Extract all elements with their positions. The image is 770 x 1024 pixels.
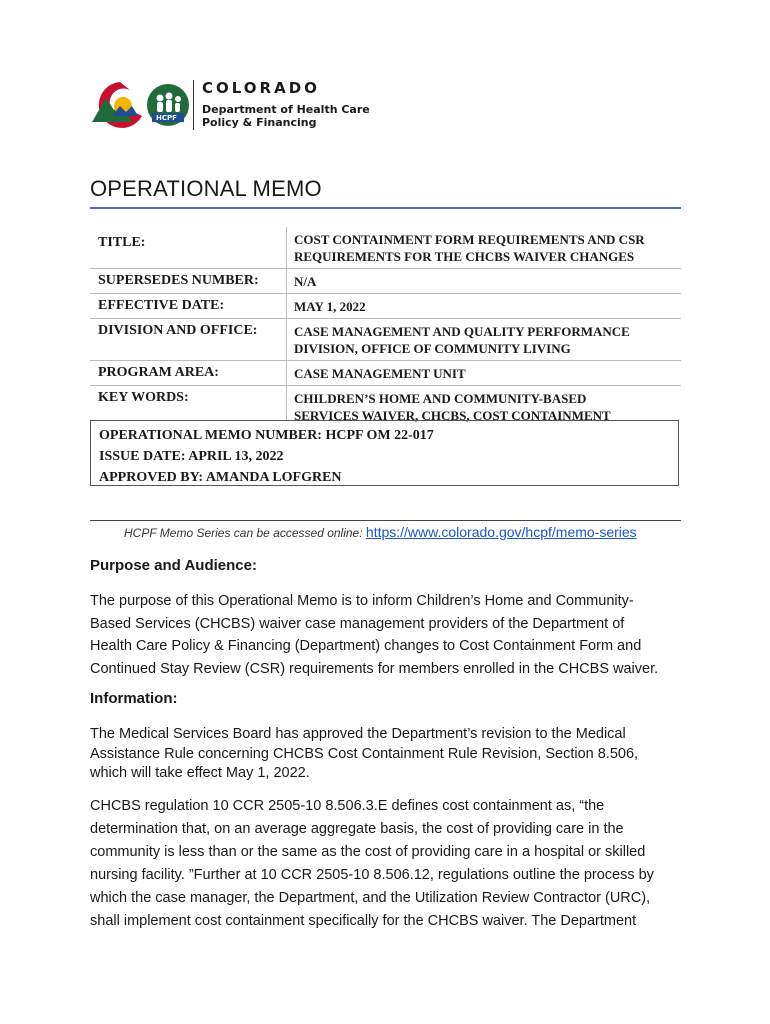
purpose-line: Based Services (CHCBS) waiver case management providers of the Department of: [90, 615, 625, 632]
info-label: KEY WORDS:: [98, 390, 189, 405]
dept-line-2: Policy & Financing: [202, 116, 317, 129]
division-value-line-1: CASE MANAGEMENT AND QUALITY PERFORMANCE: [294, 324, 630, 339]
info-paragraph-2: [90, 795, 690, 933]
series-rule: [90, 520, 681, 521]
title-value-line-1: COST CONTAINMENT FORM REQUIREMENTS AND CSR: [294, 232, 645, 247]
info-para1-line: Assistance Rule concerning CHCBS Cost Containment Rule Revision, Section 8.506,: [90, 745, 639, 762]
info-label: DIVISION AND OFFICE:: [98, 323, 258, 338]
info-value: MAY 1, 2022: [294, 299, 366, 314]
logo-badge-text: HCPF: [156, 114, 177, 122]
info-label: PROGRAM AREA:: [98, 365, 219, 380]
logo-text: [202, 80, 370, 129]
info-row-effective: [90, 294, 681, 319]
dept-line-1: Department of Health Care: [202, 103, 370, 116]
memo-number: OPERATIONAL MEMO NUMBER: HCPF OM 22-017: [99, 428, 434, 443]
purpose-line: Health Care Policy & Financing (Department) changes to Cost Containment Form and: [90, 638, 642, 654]
info-row-division: [90, 319, 681, 361]
title-value-line-2: REQUIREMENTS FOR THE CHCBS WAIVER CHANGES: [294, 249, 635, 264]
purpose-heading: Purpose and Audience:: [90, 557, 257, 574]
purpose-line: Continued Stay Review (CSR) requirements for members enrolled in the CHCBS waiver.: [90, 660, 659, 677]
purpose-paragraph: [90, 590, 690, 680]
approved-by: APPROVED BY: AMANDA LOFGREN: [99, 470, 342, 485]
info-label: EFFECTIVE DATE:: [98, 298, 225, 313]
series-note: [124, 524, 637, 540]
info-para2-line: which the case manager, the Department, and the Utilization Review Contractor (URC),: [90, 890, 651, 906]
info-label: TITLE:: [98, 235, 146, 250]
info-value: [286, 319, 681, 360]
info-para1-line: which will take effect May 1, 2022.: [90, 765, 310, 781]
info-value: CASE MANAGEMENT UNIT: [294, 366, 466, 381]
purpose-line: The purpose of this Operational Memo is to inform Children’s Home and Community-: [90, 593, 634, 609]
info-row-supersedes: [90, 269, 681, 294]
info-para2-line: shall implement cost containment specifically for the CHCBS waiver. The Department: [90, 913, 637, 929]
info-para2-line: community is less than or the same as the cost of providing care in a hospital or skilled: [90, 844, 646, 860]
table-divider: [286, 227, 287, 420]
page-title: OPERATIONAL MEMO: [90, 176, 322, 201]
memo-info-table: [90, 227, 681, 427]
info-para2-line: determination that, on an average aggregate basis, the cost of providing care in the: [90, 821, 624, 837]
info-para1-line: The Medical Services Board has approved the Department’s revision to the Medical: [90, 726, 626, 742]
series-note-text: HCPF Memo Series can be accessed online:: [124, 526, 366, 540]
info-para2-line: nursing facility. ”Further at 10 CCR 2505-10 8.506.12, regulations outline the process by: [90, 867, 654, 883]
keywords-value-line-1: CHILDREN’S HOME AND COMMUNITY-BASED: [294, 391, 587, 406]
brand-name: COLORADO: [202, 79, 320, 97]
division-value-line-2: DIVISION, OFFICE OF COMMUNITY LIVING: [294, 341, 571, 356]
info-paragraph-1: [90, 725, 690, 784]
logo-divider: [193, 80, 194, 130]
issue-date: ISSUE DATE: APRIL 13, 2022: [99, 449, 284, 464]
info-label: SUPERSEDES NUMBER:: [98, 273, 259, 288]
keywords-value-line-2: SERVICES WAIVER, CHCBS, COST CONTAINMENT: [294, 408, 611, 423]
title-rule: [90, 207, 681, 209]
info-para2-line: CHCBS regulation 10 CCR 2505-10 8.506.3.E defines cost containment as, “the: [90, 798, 605, 814]
info-row-title: [90, 227, 681, 269]
info-value: N/A: [294, 274, 317, 289]
memo-series-link[interactable]: https://www.colorado.gov/hcpf/memo-series: [365, 524, 637, 540]
info-value: [286, 227, 681, 268]
info-row-program: [90, 361, 681, 386]
memo-number-box: [90, 420, 679, 486]
colorado-c-icon: [92, 82, 142, 128]
information-heading: Information:: [90, 690, 178, 707]
